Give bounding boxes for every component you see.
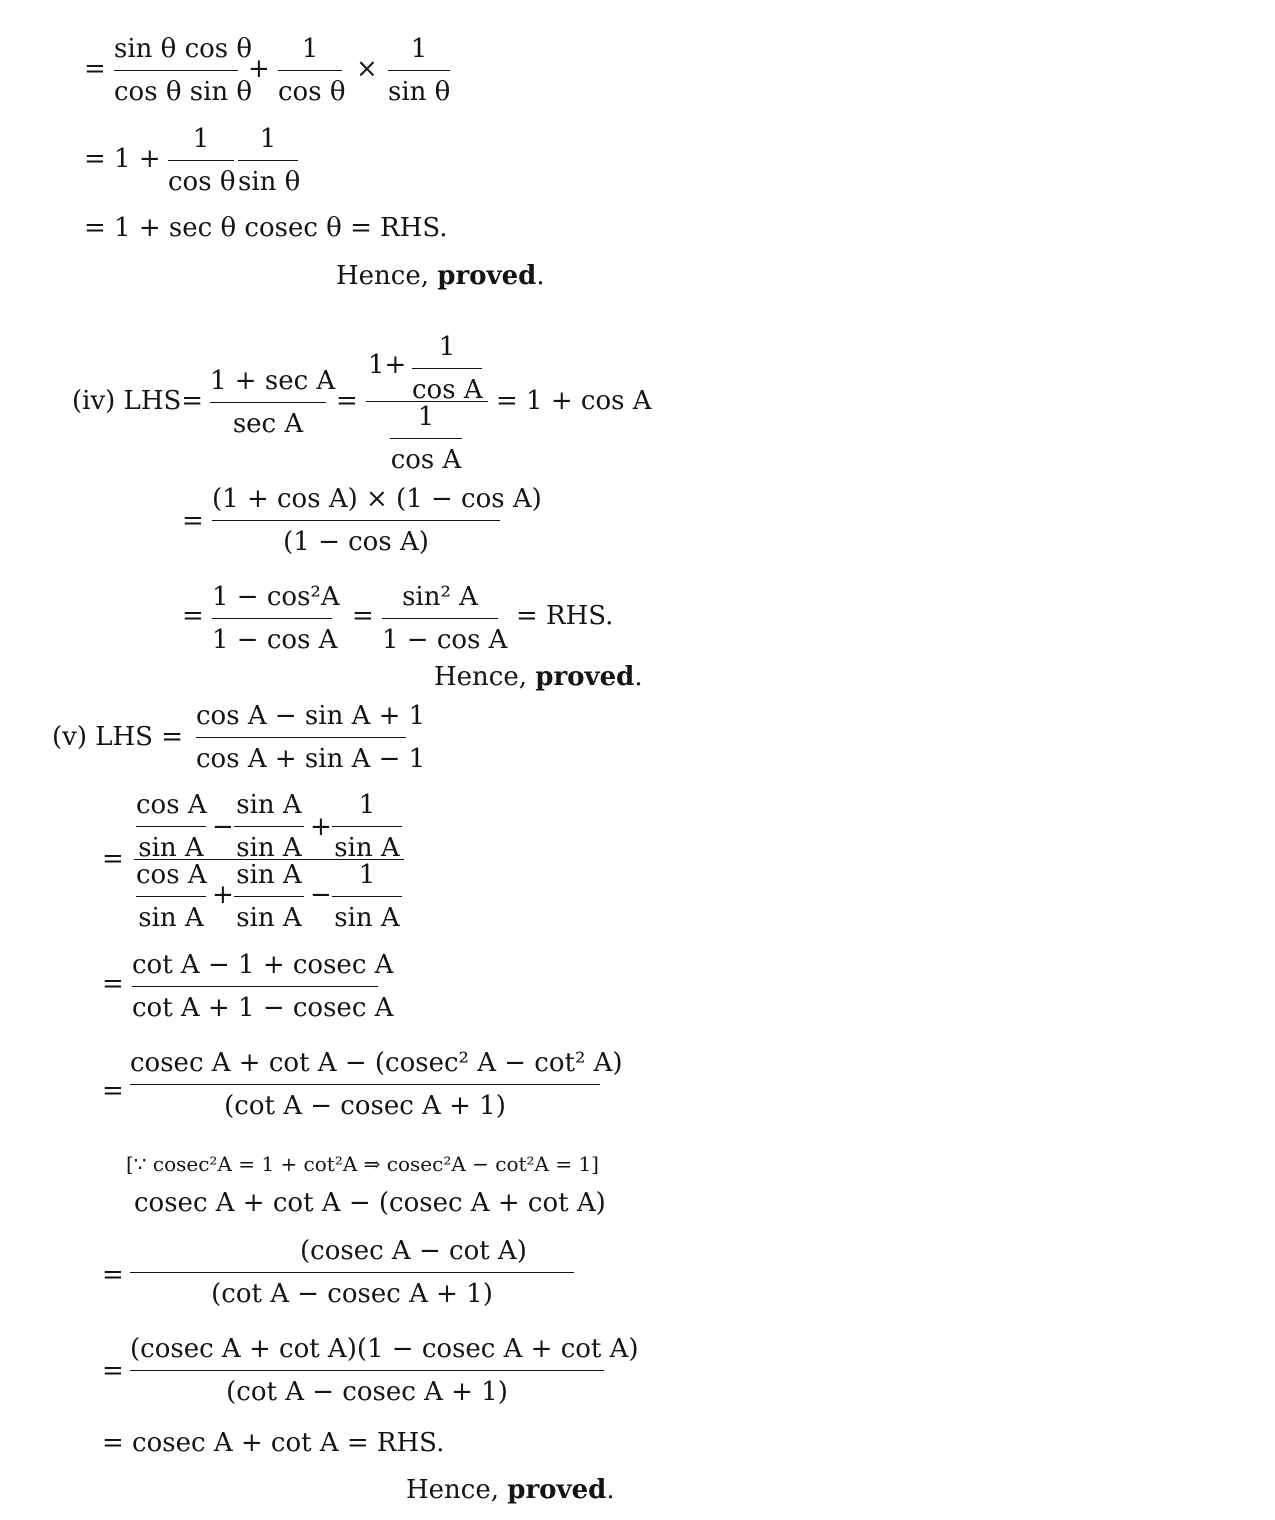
- part-label: (iv) LHS=: [72, 386, 204, 416]
- numerator: 1 − cos²A: [212, 582, 340, 612]
- numerator: 1: [417, 402, 435, 432]
- hence-proved: [406, 1477, 615, 1503]
- denominator: sin θ: [388, 77, 451, 107]
- fraction: [130, 1048, 623, 1121]
- fraction: [210, 366, 336, 439]
- equals-sign: =: [102, 1260, 124, 1290]
- denominator: sin A: [236, 903, 302, 933]
- conclusion-period: .: [634, 662, 643, 692]
- operator: −: [212, 812, 234, 842]
- operator: +: [212, 880, 234, 910]
- denominator: cos θ: [278, 77, 346, 107]
- numerator: sin θ cos θ: [114, 34, 253, 64]
- conclusion-period: .: [606, 1475, 615, 1505]
- equals-sign: =: [102, 969, 124, 999]
- fraction: [136, 792, 206, 861]
- proved-word: proved: [507, 1475, 607, 1505]
- numerator-line: cosec A + cot A − (cosec A + cot A): [134, 1188, 606, 1218]
- conclusion-text: Hence,: [336, 261, 430, 291]
- times-sign: ×: [356, 54, 378, 84]
- fraction: [212, 484, 542, 557]
- denominator: sin A: [138, 833, 204, 863]
- conclusion-text: Hence,: [406, 1475, 500, 1505]
- operator: −: [310, 880, 332, 910]
- numerator: sin A: [236, 860, 302, 890]
- fraction: [234, 792, 304, 861]
- hence-proved: [336, 263, 545, 289]
- equation-result: = 1 + sec θ cosec θ = RHS.: [84, 213, 448, 243]
- equals-sign: =: [84, 54, 106, 84]
- equals-sign: =: [102, 1076, 124, 1106]
- numerator: (cosec A + cot A)(1 − cosec A + cot A): [130, 1334, 639, 1364]
- numerator: 1: [410, 34, 428, 64]
- numerator: sin² A: [402, 582, 478, 612]
- numerator: cosec A + cot A − (cosec² A − cot² A): [130, 1048, 623, 1078]
- denominator: sin A: [236, 833, 302, 863]
- numerator: 1: [301, 34, 319, 64]
- equals-sign: =: [182, 506, 204, 536]
- fraction: [196, 701, 426, 774]
- equation-prefix: = 1 +: [84, 144, 161, 174]
- equation-result: = RHS.: [516, 601, 614, 631]
- denominator: cos θ sin θ: [114, 77, 253, 107]
- denominator: (1 − cos A): [283, 527, 429, 557]
- numerator: cos A − sin A + 1: [196, 701, 426, 731]
- identity-note: [∵ cosec²A = 1 + cot²A ⇒ cosec²A − cot²A = 1]: [126, 1152, 599, 1176]
- fraction: [388, 36, 450, 105]
- numerator: 1: [438, 332, 456, 362]
- conclusion-period: .: [536, 261, 545, 291]
- fraction: [136, 862, 206, 931]
- equation-result: = cosec A + cot A = RHS.: [102, 1428, 445, 1458]
- denominator: sin A: [334, 833, 400, 863]
- fraction: [114, 34, 253, 107]
- fraction: [130, 1334, 639, 1407]
- denominator: (cot A − cosec A + 1): [211, 1279, 493, 1309]
- denominator: cos A + sin A − 1: [196, 744, 426, 774]
- denominator: cos θ: [168, 167, 236, 197]
- denominator: sin A: [138, 903, 204, 933]
- numerator: 1 + sec A: [210, 366, 336, 396]
- operator: +: [310, 812, 332, 842]
- fraction: [238, 124, 301, 197]
- denominator: sin A: [334, 903, 400, 933]
- equals-sign: =: [352, 601, 374, 631]
- equals-sign: =: [102, 844, 124, 874]
- numerator: (1 + cos A) × (1 − cos A): [212, 484, 542, 514]
- fraction: [234, 862, 304, 931]
- fraction: [130, 1238, 574, 1307]
- fraction: [412, 334, 482, 403]
- proved-word: proved: [535, 662, 635, 692]
- fraction: [332, 862, 402, 931]
- hence-proved: [434, 664, 643, 690]
- equals-sign: =: [182, 601, 204, 631]
- equation-result: = 1 + cos A: [496, 386, 652, 416]
- fraction: [390, 404, 462, 473]
- fraction: [132, 950, 394, 1023]
- numerator: cos A: [136, 790, 207, 820]
- part-label: (v) LHS =: [52, 722, 184, 752]
- fraction: [382, 582, 508, 655]
- denominator: 1 − cos A: [382, 625, 508, 655]
- proved-word: proved: [437, 261, 537, 291]
- equals-sign: =: [336, 386, 358, 416]
- plus-sign: +: [248, 54, 270, 84]
- numerator: 1: [358, 790, 376, 820]
- numerator: 1: [358, 860, 376, 890]
- fraction: [278, 34, 346, 107]
- denominator: sec A: [232, 409, 304, 439]
- cf-top-prefix: 1+: [368, 350, 407, 380]
- fraction: [212, 582, 340, 655]
- denominator: cos A: [412, 375, 483, 405]
- denominator: 1 − cos A: [212, 625, 338, 655]
- numerator: cot A − 1 + cosec A: [132, 950, 394, 980]
- denominator: (cot A − cosec A + 1): [224, 1091, 506, 1121]
- numerator: sin A: [236, 790, 302, 820]
- conclusion-text: Hence,: [434, 662, 528, 692]
- numerator: cos A: [136, 860, 207, 890]
- denominator: sin θ: [238, 167, 301, 197]
- denominator: (cot A − cosec A + 1): [226, 1377, 508, 1407]
- numerator: (cosec A − cot A): [300, 1236, 527, 1266]
- denominator: cos A: [390, 445, 462, 475]
- fraction: [168, 126, 234, 195]
- fraction: [332, 792, 402, 861]
- numerator: 1: [259, 124, 277, 154]
- numerator: 1: [192, 124, 210, 154]
- denominator: cot A + 1 − cosec A: [132, 993, 394, 1023]
- equals-sign: =: [102, 1356, 124, 1386]
